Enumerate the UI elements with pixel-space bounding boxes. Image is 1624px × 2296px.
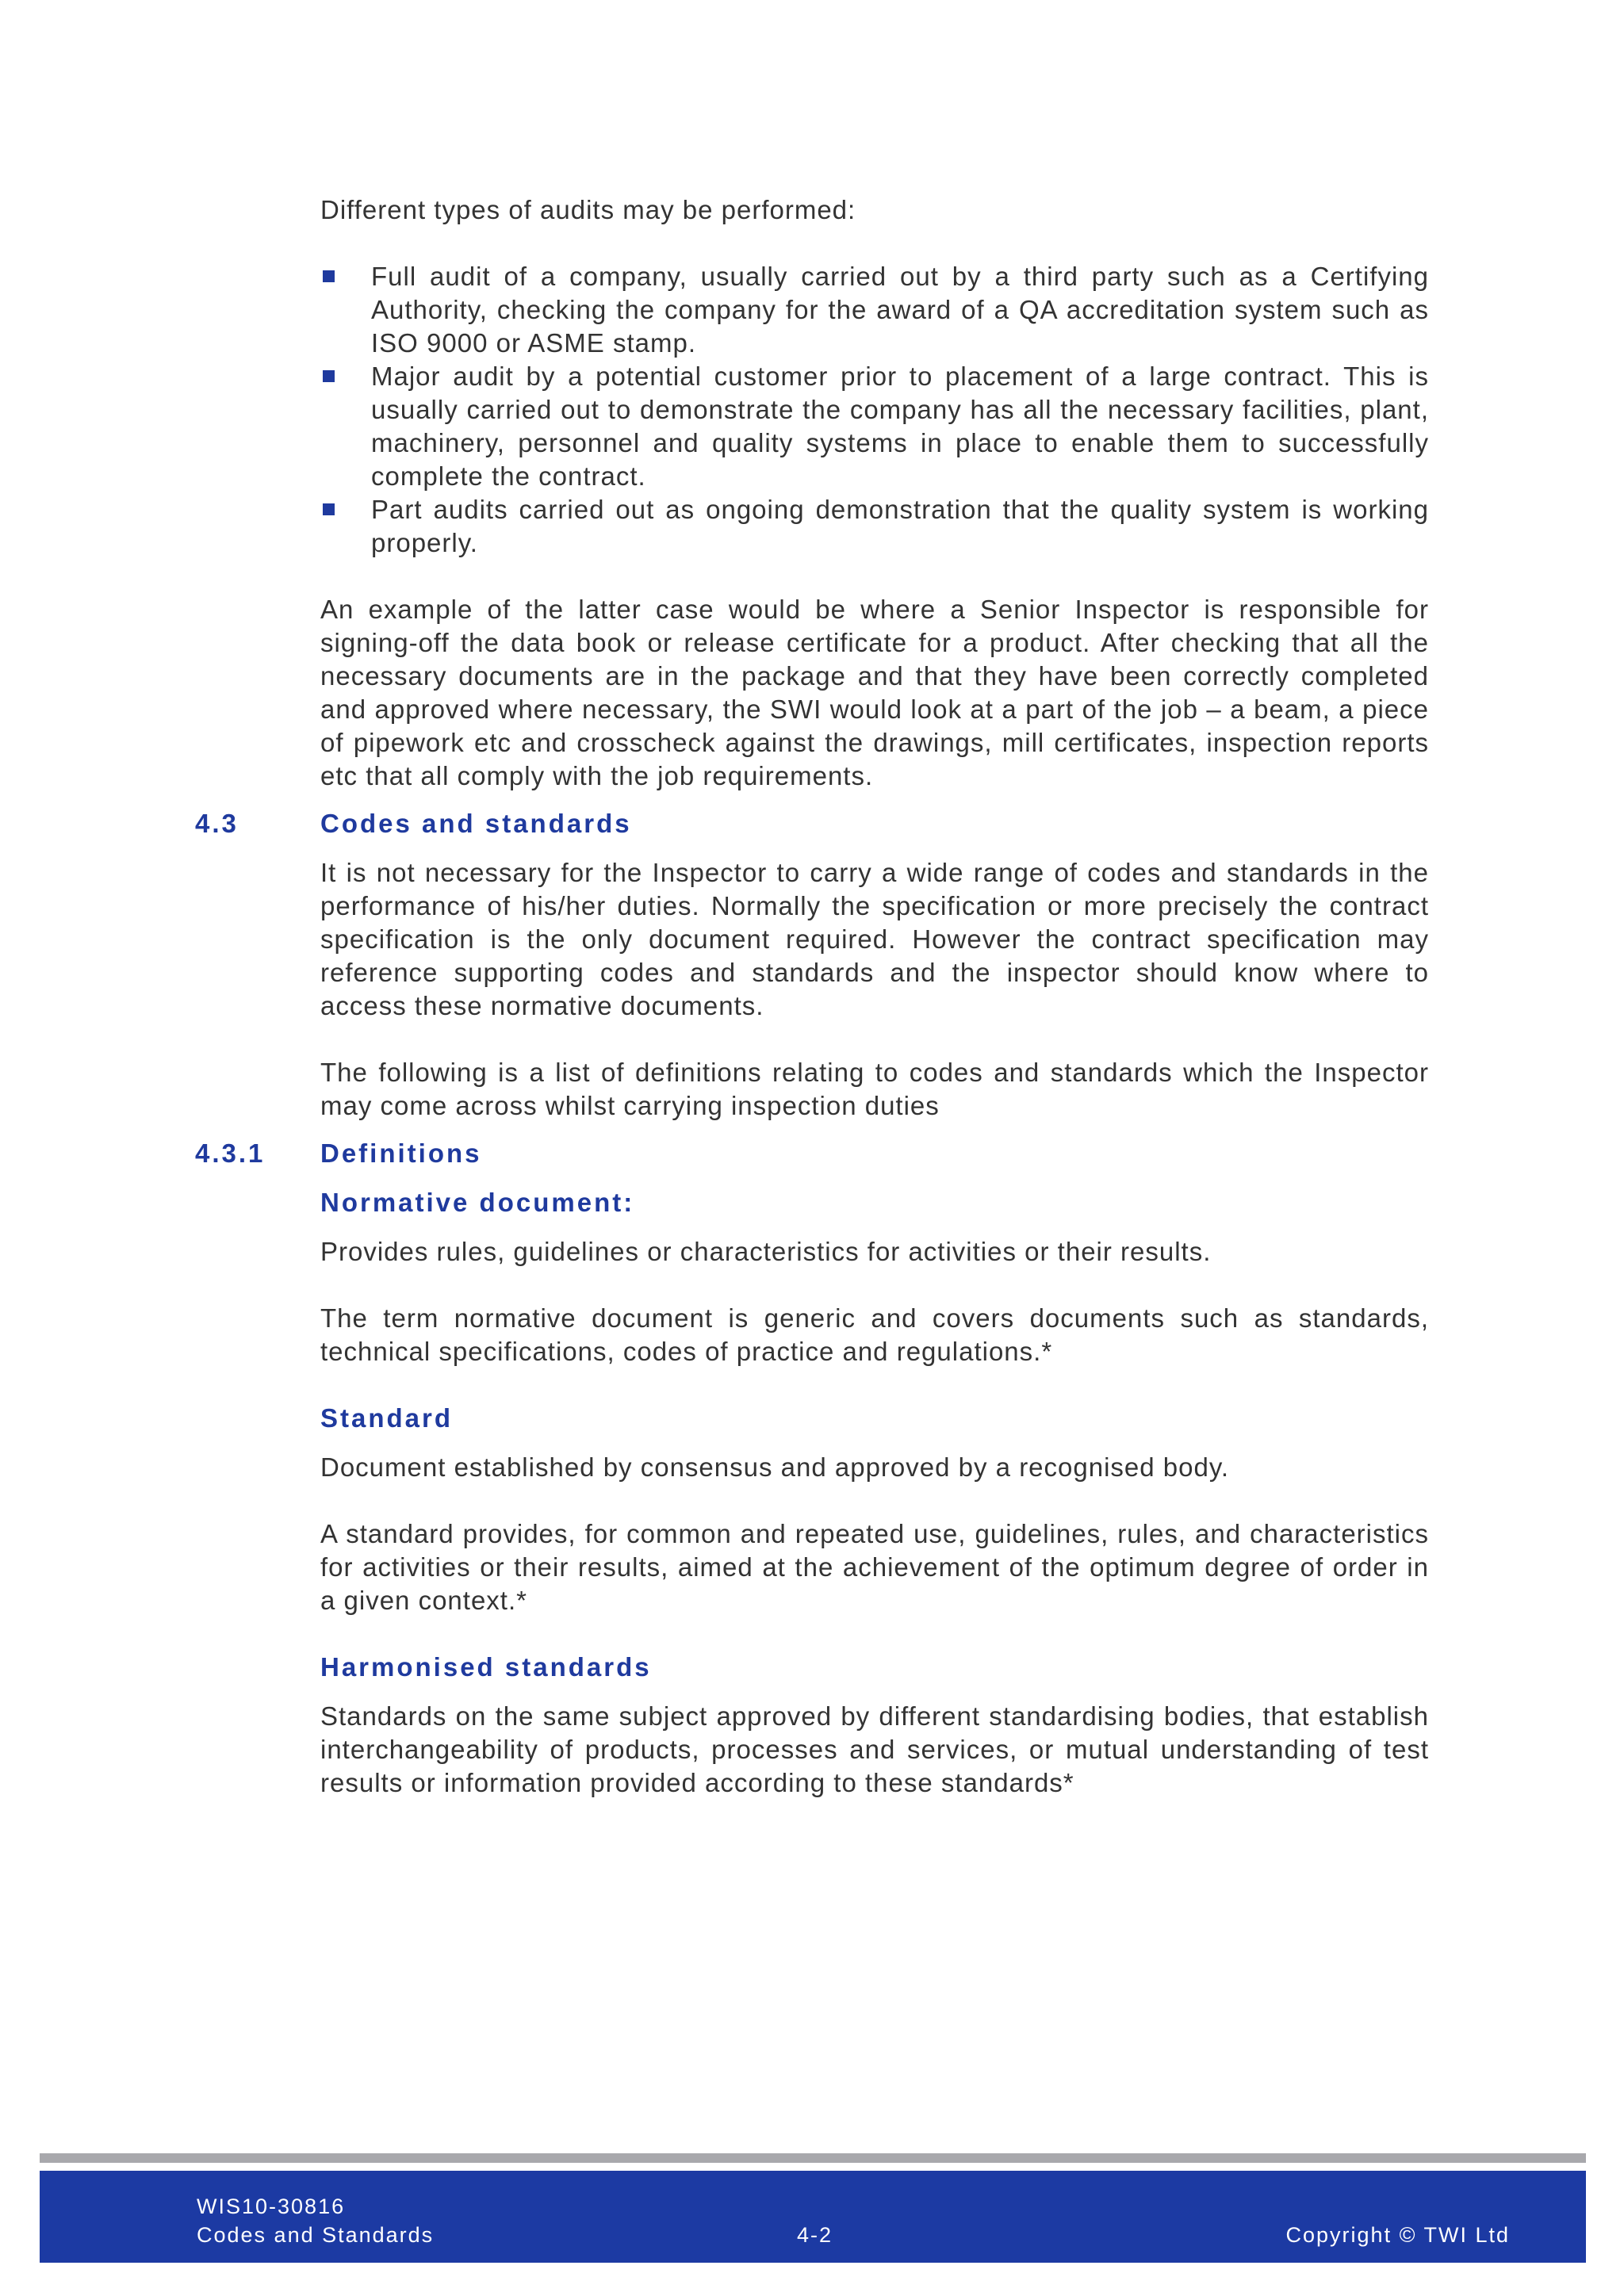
section-heading-4-3 [195, 807, 1429, 840]
section-title: Codes and standards [320, 809, 632, 838]
square-bullet-icon [323, 370, 335, 382]
section-number: 4.3 [195, 809, 239, 838]
definition-text: Document established by consensus and approved by a recognised body. [320, 1452, 1230, 1482]
footer-copyright: Copyright © TWI Ltd [1285, 2223, 1510, 2247]
list-item [320, 260, 1429, 360]
footer-doc-name: Codes and Standards [197, 2223, 435, 2247]
square-bullet-icon [323, 270, 335, 282]
page-footer [40, 2171, 1586, 2263]
list-item [320, 493, 1429, 560]
list-item-text: Major audit by a potential customer prior to placement of a large contract. This is usually carried out to demonstrate the company has all the necessary facilities, plant, machinery, personnel and quality systems in place to enable them to successfully complete the contract. [371, 362, 1429, 491]
example-paragraph: An example of the latter case would be where a Senior Inspector is responsible for signing-off the data book or release certificate for a product. After checking that all the necessary documents are in the package and that they have been correctly completed and approved where necessary, the SWI would look at a part of the job – a beam, a piece of pipework etc and crosscheck against the drawings, mill certificates, inspection reports etc that all comply with the job requirements. [320, 595, 1429, 790]
definition-text: Standards on the same subject approved by different standardising bodies, that establish interchangeability of products, processes and services, or mutual understanding of test results or information provided according to these standards* [320, 1701, 1429, 1797]
list-item-text: Full audit of a company, usually carried out by a third party such as a Certifying Authority, checking the company for the award of a QA accreditation system such as ISO 9000 or ASME stamp. [371, 262, 1429, 358]
section-title: Definitions [320, 1138, 482, 1168]
definition-term-standard: Standard [320, 1403, 454, 1433]
definition-text: The term normative document is generic and covers documents such as standards, technical specifications, codes of practice and regulations.* [320, 1303, 1429, 1366]
list-item [320, 360, 1429, 493]
footer-page-number: 4-2 [797, 2223, 833, 2247]
definition-term-harmonised-standards: Harmonised standards [320, 1652, 652, 1682]
footer-divider [40, 2153, 1586, 2163]
definition-text: A standard provides, for common and repeated use, guidelines, rules, and characteristics for activities or their results, aimed at the achievement of the optimum degree of order in a given context.* [320, 1519, 1429, 1615]
codes-paragraph-1: It is not necessary for the Inspector to carry a wide range of codes and standards in the performance of his/her duties. Normally the specification or more precisely the contract specification is the only document required. However the contract specification may reference supporting codes and standards and the inspector should know where to access these normative documents. [320, 858, 1429, 1020]
footer-doc-ref: WIS10-30816 [197, 2195, 346, 2218]
square-bullet-icon [323, 503, 335, 515]
definition-text: Provides rules, guidelines or characteristics for activities or their results. [320, 1237, 1212, 1266]
audit-types-list [320, 260, 1429, 560]
definition-term-normative-document: Normative document: [320, 1188, 635, 1217]
codes-paragraph-2: The following is a list of definitions relating to codes and standards which the Inspector may come across whilst carrying inspection duties [320, 1058, 1429, 1120]
section-heading-4-3-1 [195, 1137, 1429, 1170]
list-item-text: Part audits carried out as ongoing demonstration that the quality system is working properly. [371, 495, 1429, 557]
page-content [195, 193, 1429, 1833]
section-number: 4.3.1 [195, 1138, 266, 1168]
intro-paragraph: Different types of audits may be performed: [320, 195, 856, 224]
